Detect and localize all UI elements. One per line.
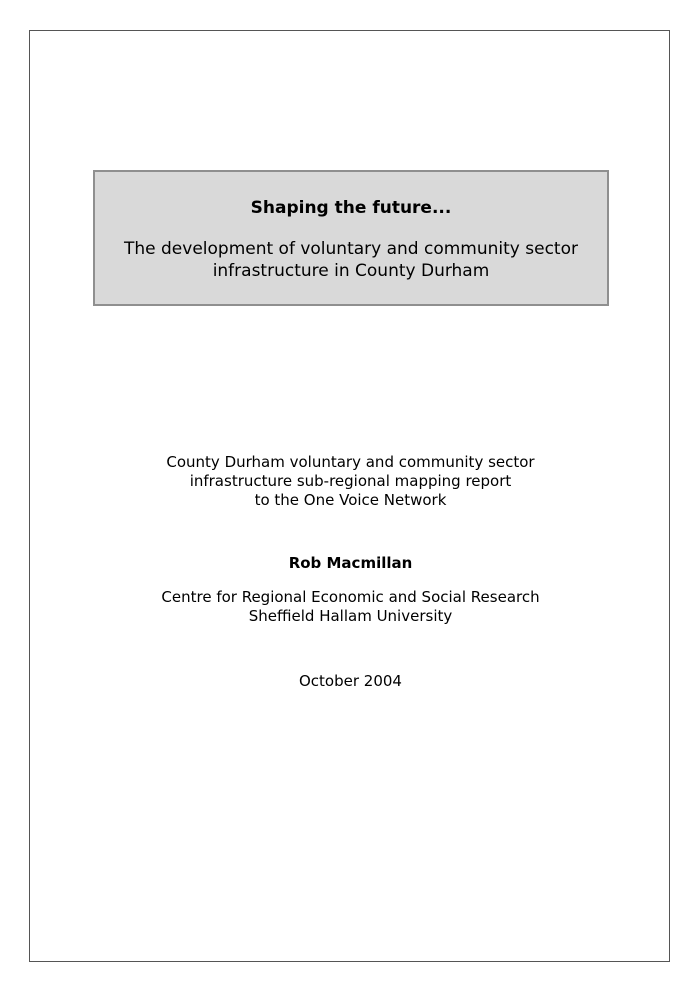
subtitle-line-1: The development of voluntary and community sector: [123, 239, 578, 259]
report-description-line-1: County Durham voluntary and community sector: [166, 453, 535, 471]
subtitle-line-2: infrastructure in County Durham: [212, 261, 490, 281]
institution-line-1: Centre for Regional Economic and Social Research: [161, 588, 540, 606]
document-subtitle: [95, 238, 607, 282]
document-title: Shaping the future...: [250, 198, 452, 218]
institution-line-2: Sheffield Hallam University: [248, 607, 453, 625]
page-frame: [29, 30, 670, 962]
report-description: [30, 453, 671, 510]
report-description-line-2: infrastructure sub-regional mapping report: [189, 472, 512, 490]
report-description-line-3: to the One Voice Network: [254, 491, 447, 509]
publication-date: October 2004: [299, 672, 402, 690]
author-name: Rob Macmillan: [288, 554, 413, 572]
institution: [30, 588, 671, 626]
title-box: [93, 170, 609, 306]
